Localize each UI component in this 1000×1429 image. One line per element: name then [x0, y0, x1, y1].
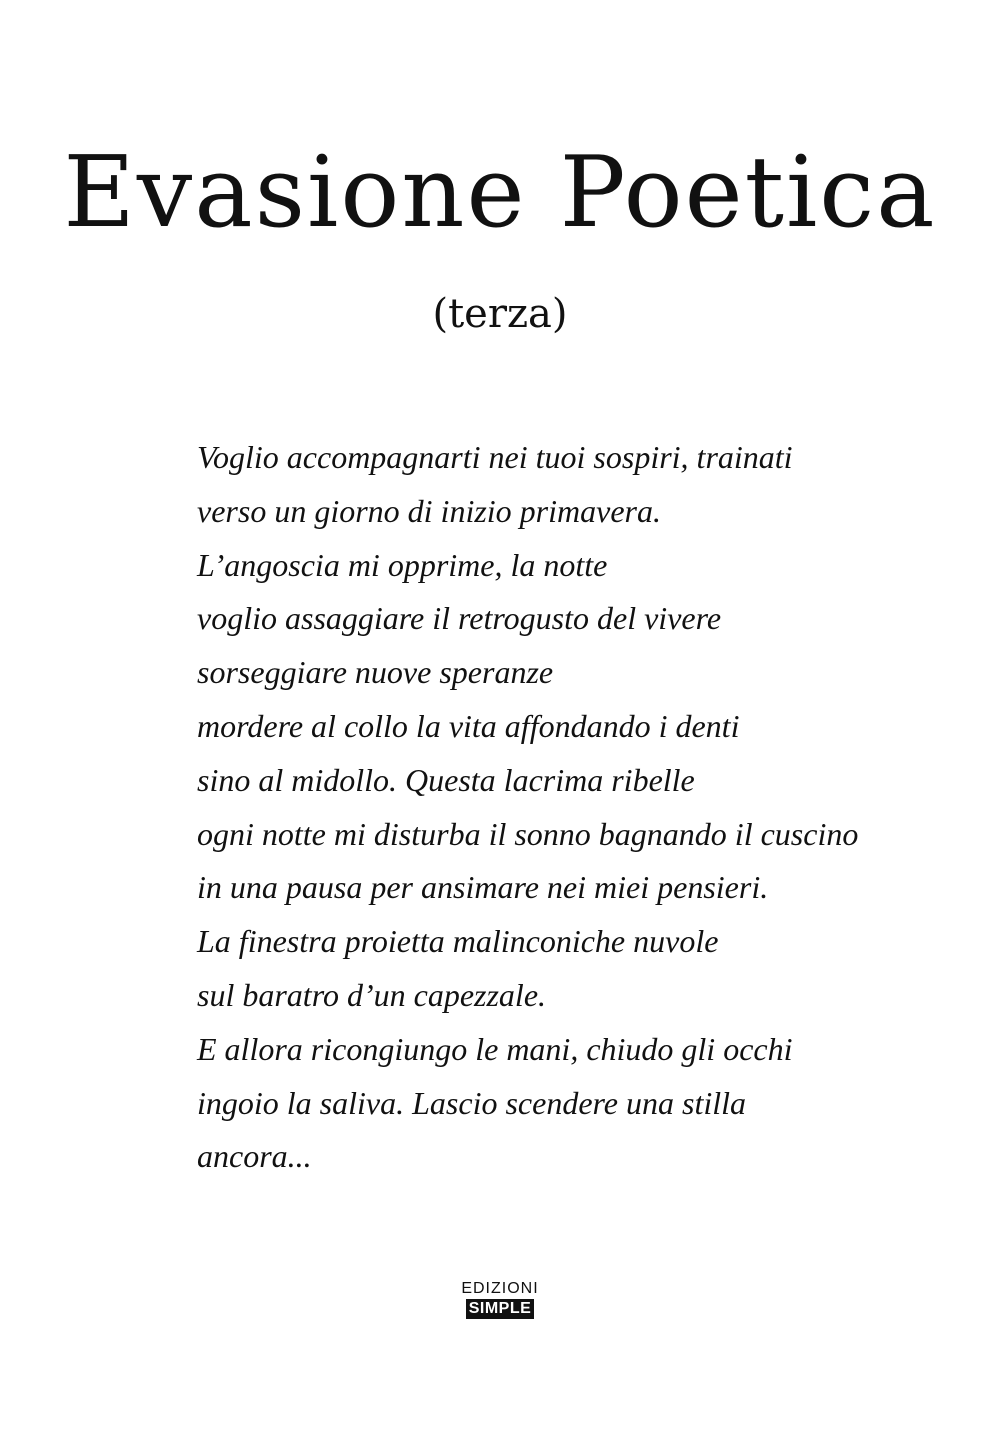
- poem-line: ancora...: [197, 1138, 312, 1175]
- poem-line: Voglio accompagnarti nei tuoi sospiri, trainati: [197, 439, 793, 475]
- publisher-name: SIMPLE: [466, 1299, 535, 1319]
- poem-line: E allora ricongiungo le mani, chiudo gli occhi: [197, 1030, 793, 1067]
- poem-line: sorseggiare nuove speranze: [197, 654, 554, 691]
- publisher-label: EDIZIONI: [461, 1280, 539, 1297]
- poem-line: La finestra proietta malinconiche nuvole: [197, 923, 719, 960]
- poem-line: ingoio la saliva. Lascio scendere una stilla: [197, 1084, 746, 1121]
- poem-line: L’angoscia mi opprime, la notte: [197, 546, 608, 583]
- poem-line: sino al midollo. Questa lacrima ribelle: [197, 761, 695, 798]
- poem-line: verso un giorno di inizio primavera.: [197, 492, 661, 529]
- page-subtitle: (terza): [432, 291, 568, 337]
- publisher-logo: [454, 1280, 546, 1319]
- poem-line: mordere al collo la vita affondando i denti: [197, 707, 740, 744]
- poem-line: in una pausa per ansimare nei miei pensieri.: [197, 869, 769, 906]
- poem: [197, 431, 937, 1184]
- poem-line: sul baratro d’un capezzale.: [197, 976, 547, 1013]
- poem-line: ogni notte mi disturba il sonno bagnando il cuscino: [197, 815, 859, 852]
- poem-line: voglio assaggiare il retrogusto del vivere: [197, 600, 722, 637]
- page-title: Evasione Poetica: [63, 136, 937, 250]
